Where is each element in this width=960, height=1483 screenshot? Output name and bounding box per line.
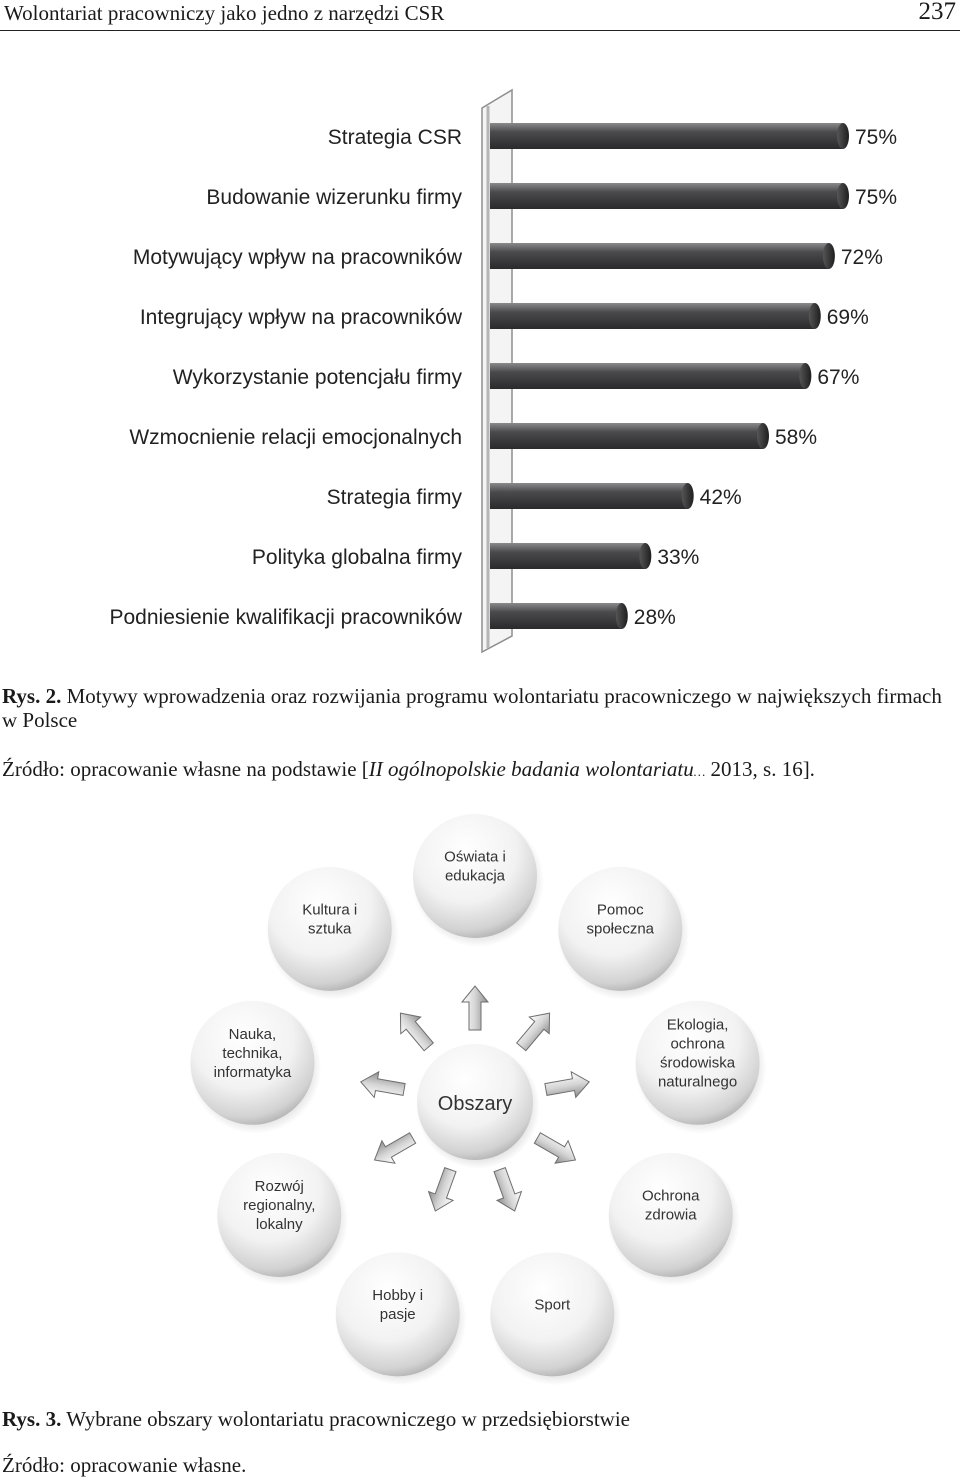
bar-cap-8: [616, 603, 628, 629]
arrow-icon-3: [531, 1127, 582, 1172]
node-label-4: Sport: [534, 1296, 571, 1314]
figure2-number: Rys. 2.: [2, 684, 62, 708]
arrow-icon-2: [544, 1069, 592, 1102]
figure2-caption: [2, 684, 954, 732]
category-label-4: Wykorzystanie potencjału firmy: [172, 366, 462, 389]
figure2-caption-text: Motywy wprowadzenia oraz rozwijania programu wolontariatu pracowniczego w największych firmach w Polsce: [2, 684, 942, 732]
bar-1: [490, 183, 843, 209]
arrow-icon-5: [423, 1165, 462, 1215]
bar-5: [490, 423, 763, 449]
node-label-3: Ochrona zdrowia: [641, 1187, 700, 1224]
category-label-1: Budowanie wizerunku firmy: [206, 186, 462, 209]
node-circle-7: [190, 1001, 314, 1125]
bar-2: [490, 243, 829, 269]
value-label-4: 67%: [817, 366, 860, 389]
node-circle-4: [490, 1252, 614, 1376]
figure2-source: [2, 757, 815, 782]
bar-cap-1: [837, 183, 849, 209]
bar-3: [490, 303, 815, 329]
arrow-icon-4: [487, 1165, 526, 1215]
value-label-7: 33%: [657, 546, 700, 569]
center-label: Obszary: [437, 1093, 513, 1115]
arrow-icon-8: [390, 1005, 438, 1055]
arrow-icon-6: [368, 1127, 419, 1172]
volunteering-areas-diagram: [180, 810, 780, 1390]
value-label-0: 75%: [855, 126, 898, 149]
bar-6: [490, 483, 688, 509]
bar-cap-2: [823, 243, 835, 269]
bar-8: [490, 603, 622, 629]
figure3-number: Rys. 3.: [2, 1407, 62, 1431]
node-circle-6: [217, 1153, 341, 1277]
running-title: Wolontariat pracowniczy jako jedno z narzędzi CSR: [4, 1, 445, 25]
node-label-5: Hobby i pasje: [372, 1286, 424, 1323]
category-label-7: Polityka globalna firmy: [251, 546, 462, 569]
node-label-6: Rozwój regionalny, lokalny: [243, 1178, 316, 1233]
bar-cap-6: [682, 483, 694, 509]
figure2-source-suffix: 2013, s. 16].: [705, 757, 815, 781]
arrow-icon-7: [359, 1069, 407, 1102]
bar-7: [490, 543, 645, 569]
figure2-source-ellipsis: …: [693, 764, 706, 779]
bar-cap-4: [799, 363, 811, 389]
figure2-source-prefix: Źródło: opracowanie własne na podstawie [: [2, 757, 369, 781]
category-label-5: Wzmocnienie relacji emocjonalnych: [129, 426, 462, 449]
value-label-5: 58%: [774, 426, 818, 449]
node-label-1: Pomoc społeczna: [586, 901, 655, 938]
motives-bar-chart: [0, 80, 960, 660]
value-label-6: 42%: [699, 486, 742, 509]
page-number: 237: [918, 0, 956, 25]
category-label-6: Strategia firmy: [326, 486, 462, 509]
value-label-3: 69%: [826, 306, 869, 329]
node-label-7: Nauka, technika, informatyka: [213, 1025, 292, 1081]
category-label-0: Strategia CSR: [327, 126, 462, 149]
bar-cap-5: [757, 423, 769, 449]
running-header: [0, 0, 960, 31]
node-label-2: Ekologia, ochrona środowiska naturalnego: [657, 1016, 738, 1091]
category-label-2: Motywujący wpływ na pracowników: [132, 246, 462, 269]
figure2-source-title: II ogólnopolskie badania wolontariatu: [368, 757, 694, 781]
node-label-0: Oświata i edukacja: [444, 848, 506, 885]
value-label-2: 72%: [840, 246, 883, 269]
figure3-source: Źródło: opracowanie własne.: [2, 1453, 247, 1477]
node-label-8: Kultura i sztuka: [302, 901, 358, 938]
bar-4: [490, 363, 805, 389]
bar-cap-3: [809, 303, 821, 329]
arrow-icon-0: [462, 986, 488, 1030]
value-label-8: 28%: [633, 606, 676, 629]
figure3-caption: [2, 1407, 954, 1431]
arrow-icon-1: [511, 1005, 559, 1055]
category-label-8: Podniesienie kwalifikacji pracowników: [109, 606, 462, 629]
category-label-3: Integrujący wpływ na pracowników: [139, 306, 462, 329]
bar-0: [490, 123, 843, 149]
bar-cap-0: [837, 123, 849, 149]
figure3-caption-text: Wybrane obszary wolontariatu pracowniczego w przedsiębiorstwie: [66, 1407, 631, 1431]
bar-cap-7: [639, 543, 651, 569]
value-label-1: 75%: [855, 186, 898, 209]
